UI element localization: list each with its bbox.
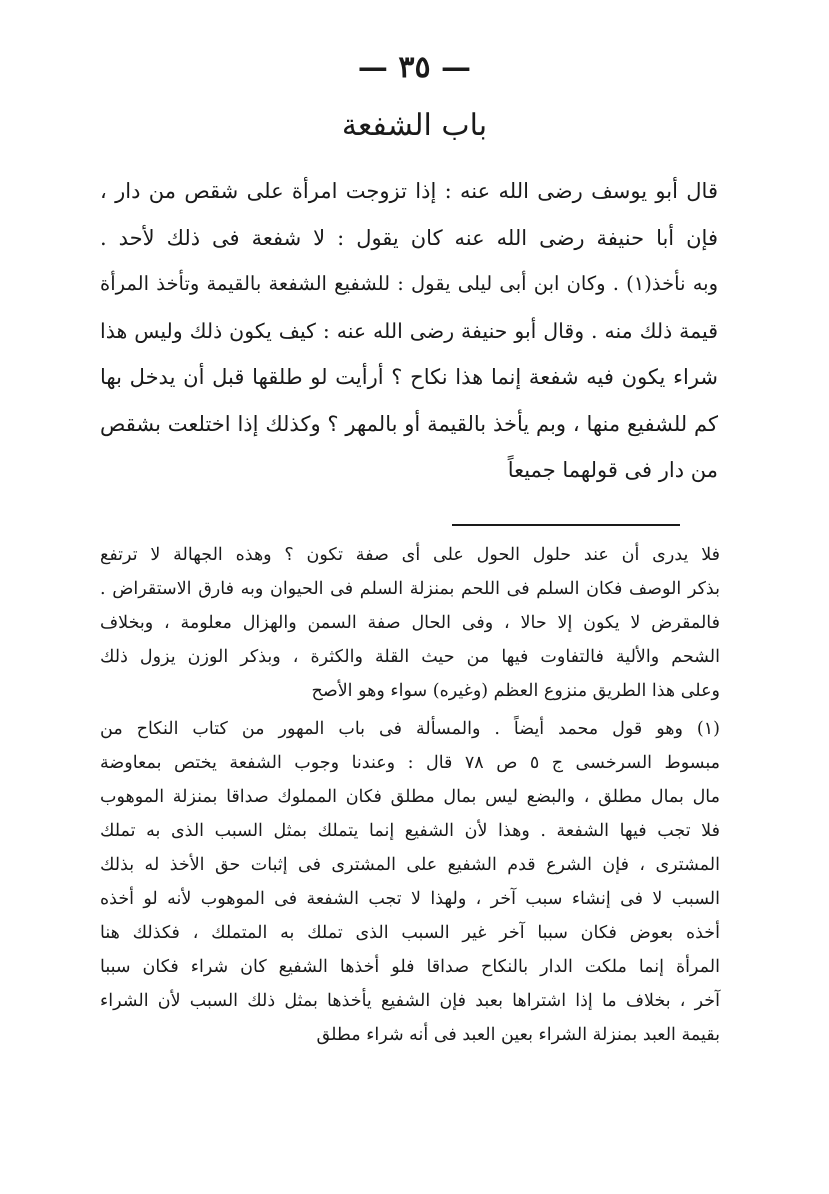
footnote-1-line: فلا تجب فيها الشفعة . وهذا لأن الشفيع إنما يتملك بمثل السبب الذى به تملك [100,821,720,841]
main-text-line: قيمة ذلك منه . وقال أبو حنيفة رضى الله عنه : كيف يكون ذلك وليس هذا [100,318,718,343]
footnote-1-line: المشترى ، فإن الشرع قدم الشفيع على المشترى فى إثبات حق الأخذ له بذلك [100,855,720,875]
footnote-continuation-line: الشحم والألية فالتفاوت فيها من حيث القلة والكثرة ، وبذكر الوزن يزول ذلك [100,647,720,667]
footnote-1-line: (١) وهو قول محمد أيضاً . والمسألة فى باب المهور من كتاب النكاح من [100,719,720,739]
main-text-line: من دار فى قولهما جميعاً [507,458,718,482]
chapter-title: باب الشفعة [341,108,488,143]
footnotes [100,538,720,1052]
footnote-1-line: مال بمال مطلق ، والبضع ليس بمال مطلق فكان المملوك صداقا بمنزلة الموهوب [100,787,720,807]
main-text-line: فإن أبا حنيفة رضى الله عنه كان يقول : لا شفعة فى ذلك لأحد . [100,225,718,250]
footnote-continuation-line: فالمقرض لا يكون إلا حالا ، وفى الحال صفة السمن والهزال معلومة ، وبخلاف [100,613,720,633]
footnote-1-line: المرأة إنما ملكت الدار بالنكاح صداقا فلو أخذها الشفيع كان شراء فكان سببا [100,957,720,977]
main-text-line: قال أبو يوسف رضى الله عنه : إذا تزوجت امرأة على شقص من دار ، [100,179,718,203]
footnote-1-line: السبب لا فى إنشاء سبب آخر ، ولهذا لا تجب الشفعة فى الموهوب لأنه لو أخذه [100,889,720,909]
footnote-1-line: مبسوط السرخسى ج ٥ ص ٧٨ قال : وعندنا وجوب الشفعة يختص بمعاوضة [100,753,720,773]
page-number: — ٣٥ — [357,50,472,85]
main-text-body [100,168,718,494]
footnote-continuation-line: فلا يدرى أن عند حلول الحول على أى صفة تكون ؟ وهذه الجهالة لا ترتفع [100,545,720,565]
footnote-1-line: بقيمة العبد بمنزلة الشراء بعين العبد فى أنه شراء مطلق [316,1025,720,1045]
footnote-1-line: أخذه بعوض فكان سببا آخر غير السبب الذى تملك به المتملك ، فكذلك هنا [100,923,720,943]
footnote-separator [452,524,680,526]
main-text-line: كم للشفيع منها ، وبم يأخذ بالقيمة أو بالمهر ؟ وكذلك إذا اختلعت بشقص [100,411,718,436]
main-text-line: شراء يكون فيه شفعة إنما هذا نكاح ؟ أرأيت لو طلقها قبل أن يدخل بها [100,365,718,389]
main-text-line: وبه نأخذ(١) . وكان ابن أبى ليلى يقول : للشفيع الشفعة بالقيمة وتأخذ المرأة [100,272,718,295]
footnote-1-line: آخر ، بخلاف ما إذا اشتراها بعبد فإن الشفيع يأخذها بمثل ذلك السبب لأن الشراء [100,991,720,1011]
footnote-continuation-line: بذكر الوصف فكان السلم فى اللحم بمنزلة السلم فى الحيوان وبه فارق الاستقراض . [100,579,720,599]
footnote-continuation-line: وعلى هذا الطريق منزوع العظم (وغيره) سواء وهو الأصح [311,681,720,701]
